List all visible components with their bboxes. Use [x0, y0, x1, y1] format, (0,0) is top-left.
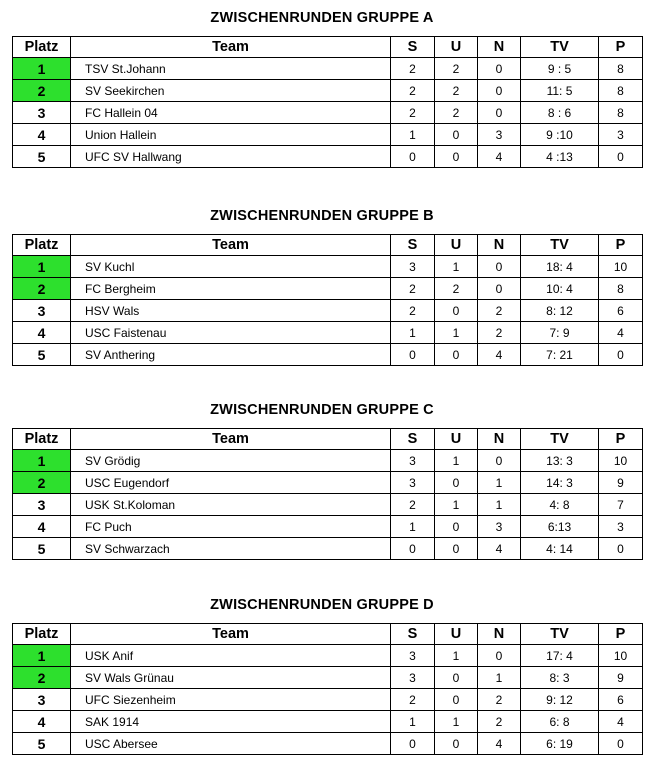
rank-cell: 4 — [13, 322, 71, 344]
table-row — [13, 689, 643, 711]
s-cell: 2 — [391, 300, 435, 322]
header-u: U — [435, 624, 478, 645]
rank-cell: 2 — [13, 472, 71, 494]
p-cell: 10 — [599, 450, 643, 472]
table-row — [13, 102, 643, 124]
team-name-cell: USK St.Koloman — [71, 494, 391, 516]
p-cell: 6 — [599, 300, 643, 322]
u-cell: 2 — [435, 278, 478, 300]
group-title: ZWISCHENRUNDEN GRUPPE A — [210, 10, 434, 26]
s-cell: 3 — [391, 450, 435, 472]
p-cell: 8 — [599, 278, 643, 300]
rank-cell: 4 — [13, 711, 71, 733]
u-cell: 1 — [435, 450, 478, 472]
header-team: Team — [71, 37, 391, 58]
s-cell: 2 — [391, 58, 435, 80]
table-row — [13, 80, 643, 102]
header-u: U — [435, 429, 478, 450]
team-name-cell: Union Hallein — [71, 124, 391, 146]
p-cell: 8 — [599, 102, 643, 124]
n-cell: 4 — [478, 538, 521, 560]
header-p: P — [599, 429, 643, 450]
u-cell: 0 — [435, 124, 478, 146]
team-name-cell: UFC Siezenheim — [71, 689, 391, 711]
header-tv: TV — [521, 624, 599, 645]
tv-cell: 9: 12 — [521, 689, 599, 711]
n-cell: 1 — [478, 494, 521, 516]
s-cell: 0 — [391, 344, 435, 366]
table-row — [13, 58, 643, 80]
s-cell: 1 — [391, 124, 435, 146]
u-cell: 2 — [435, 80, 478, 102]
table-row — [13, 733, 643, 755]
group-title: ZWISCHENRUNDEN GRUPPE C — [210, 402, 434, 418]
header-s: S — [391, 429, 435, 450]
team-name-cell: UFC SV Hallwang — [71, 146, 391, 168]
table-row — [13, 344, 643, 366]
tv-cell: 7: 9 — [521, 322, 599, 344]
group-d — [12, 595, 632, 755]
u-cell: 1 — [435, 711, 478, 733]
team-name-cell: TSV St.Johann — [71, 58, 391, 80]
p-cell: 4 — [599, 711, 643, 733]
table-header-row — [13, 429, 643, 450]
rank-cell: 5 — [13, 733, 71, 755]
p-cell: 7 — [599, 494, 643, 516]
n-cell: 2 — [478, 711, 521, 733]
table-row — [13, 472, 643, 494]
header-platz: Platz — [13, 37, 71, 58]
s-cell: 0 — [391, 538, 435, 560]
s-cell: 2 — [391, 102, 435, 124]
p-cell: 10 — [599, 256, 643, 278]
u-cell: 0 — [435, 344, 478, 366]
team-name-cell: USC Eugendorf — [71, 472, 391, 494]
s-cell: 1 — [391, 322, 435, 344]
s-cell: 0 — [391, 733, 435, 755]
team-name-cell: SV Wals Grünau — [71, 667, 391, 689]
n-cell: 3 — [478, 124, 521, 146]
rank-cell: 1 — [13, 256, 71, 278]
team-name-cell: SV Kuchl — [71, 256, 391, 278]
tv-cell: 6:13 — [521, 516, 599, 538]
rank-cell: 3 — [13, 689, 71, 711]
u-cell: 2 — [435, 58, 478, 80]
table-row — [13, 256, 643, 278]
team-name-cell: SAK 1914 — [71, 711, 391, 733]
header-platz: Platz — [13, 624, 71, 645]
n-cell: 0 — [478, 102, 521, 124]
s-cell: 3 — [391, 472, 435, 494]
tv-cell: 6: 8 — [521, 711, 599, 733]
p-cell: 9 — [599, 472, 643, 494]
s-cell: 2 — [391, 80, 435, 102]
s-cell: 3 — [391, 645, 435, 667]
header-team: Team — [71, 429, 391, 450]
n-cell: 1 — [478, 472, 521, 494]
header-tv: TV — [521, 235, 599, 256]
n-cell: 2 — [478, 322, 521, 344]
rank-cell: 2 — [13, 80, 71, 102]
tv-cell: 11: 5 — [521, 80, 599, 102]
team-name-cell: SV Seekirchen — [71, 80, 391, 102]
tv-cell: 4: 14 — [521, 538, 599, 560]
table-row — [13, 645, 643, 667]
s-cell: 2 — [391, 278, 435, 300]
table-row — [13, 494, 643, 516]
tv-cell: 8: 3 — [521, 667, 599, 689]
s-cell: 2 — [391, 689, 435, 711]
team-name-cell: USC Abersee — [71, 733, 391, 755]
n-cell: 0 — [478, 80, 521, 102]
u-cell: 1 — [435, 645, 478, 667]
u-cell: 0 — [435, 689, 478, 711]
n-cell: 4 — [478, 733, 521, 755]
group-a — [12, 8, 632, 168]
p-cell: 8 — [599, 58, 643, 80]
tv-cell: 14: 3 — [521, 472, 599, 494]
u-cell: 0 — [435, 472, 478, 494]
standings-table — [12, 623, 643, 755]
table-row — [13, 667, 643, 689]
n-cell: 0 — [478, 58, 521, 80]
n-cell: 1 — [478, 667, 521, 689]
u-cell: 2 — [435, 102, 478, 124]
header-p: P — [599, 624, 643, 645]
table-header-row — [13, 624, 643, 645]
s-cell: 3 — [391, 256, 435, 278]
header-platz: Platz — [13, 429, 71, 450]
tv-cell: 8: 12 — [521, 300, 599, 322]
header-n: N — [478, 429, 521, 450]
u-cell: 1 — [435, 256, 478, 278]
n-cell: 4 — [478, 344, 521, 366]
u-cell: 0 — [435, 516, 478, 538]
tv-cell: 18: 4 — [521, 256, 599, 278]
table-row — [13, 146, 643, 168]
rank-cell: 2 — [13, 278, 71, 300]
n-cell: 2 — [478, 689, 521, 711]
u-cell: 0 — [435, 146, 478, 168]
header-p: P — [599, 37, 643, 58]
n-cell: 0 — [478, 256, 521, 278]
table-row — [13, 711, 643, 733]
group-title: ZWISCHENRUNDEN GRUPPE B — [210, 208, 434, 224]
header-s: S — [391, 37, 435, 58]
header-n: N — [478, 37, 521, 58]
standings-table — [12, 428, 643, 560]
header-team: Team — [71, 235, 391, 256]
rank-cell: 3 — [13, 102, 71, 124]
u-cell: 0 — [435, 733, 478, 755]
header-team: Team — [71, 624, 391, 645]
tv-cell: 10: 4 — [521, 278, 599, 300]
team-name-cell: FC Bergheim — [71, 278, 391, 300]
rank-cell: 5 — [13, 146, 71, 168]
p-cell: 10 — [599, 645, 643, 667]
u-cell: 0 — [435, 538, 478, 560]
p-cell: 3 — [599, 516, 643, 538]
p-cell: 8 — [599, 80, 643, 102]
group-b — [12, 206, 632, 366]
u-cell: 1 — [435, 494, 478, 516]
p-cell: 6 — [599, 689, 643, 711]
n-cell: 0 — [478, 645, 521, 667]
p-cell: 3 — [599, 124, 643, 146]
rank-cell: 1 — [13, 450, 71, 472]
p-cell: 0 — [599, 146, 643, 168]
table-row — [13, 300, 643, 322]
rank-cell: 5 — [13, 538, 71, 560]
team-name-cell: SV Schwarzach — [71, 538, 391, 560]
n-cell: 3 — [478, 516, 521, 538]
table-row — [13, 450, 643, 472]
n-cell: 0 — [478, 278, 521, 300]
u-cell: 0 — [435, 300, 478, 322]
u-cell: 1 — [435, 322, 478, 344]
s-cell: 3 — [391, 667, 435, 689]
standings-table — [12, 36, 643, 168]
table-row — [13, 278, 643, 300]
table-header-row — [13, 235, 643, 256]
tv-cell: 4: 8 — [521, 494, 599, 516]
header-n: N — [478, 235, 521, 256]
table-header-row — [13, 37, 643, 58]
group-c — [12, 400, 632, 560]
p-cell: 4 — [599, 322, 643, 344]
rank-cell: 4 — [13, 516, 71, 538]
rank-cell: 1 — [13, 58, 71, 80]
table-row — [13, 124, 643, 146]
p-cell: 0 — [599, 344, 643, 366]
p-cell: 0 — [599, 538, 643, 560]
s-cell: 2 — [391, 494, 435, 516]
rank-cell: 5 — [13, 344, 71, 366]
tv-cell: 9 : 5 — [521, 58, 599, 80]
team-name-cell: USC Faistenau — [71, 322, 391, 344]
standings-table — [12, 234, 643, 366]
p-cell: 9 — [599, 667, 643, 689]
header-tv: TV — [521, 429, 599, 450]
rank-cell: 3 — [13, 300, 71, 322]
tv-cell: 17: 4 — [521, 645, 599, 667]
team-name-cell: SV Anthering — [71, 344, 391, 366]
rank-cell: 1 — [13, 645, 71, 667]
tv-cell: 4 :13 — [521, 146, 599, 168]
header-n: N — [478, 624, 521, 645]
u-cell: 0 — [435, 667, 478, 689]
header-platz: Platz — [13, 235, 71, 256]
n-cell: 0 — [478, 450, 521, 472]
table-row — [13, 322, 643, 344]
header-s: S — [391, 235, 435, 256]
team-name-cell: FC Puch — [71, 516, 391, 538]
header-s: S — [391, 624, 435, 645]
n-cell: 4 — [478, 146, 521, 168]
header-u: U — [435, 235, 478, 256]
s-cell: 1 — [391, 516, 435, 538]
table-row — [13, 516, 643, 538]
rank-cell: 2 — [13, 667, 71, 689]
tv-cell: 9 :10 — [521, 124, 599, 146]
team-name-cell: SV Grödig — [71, 450, 391, 472]
rank-cell: 4 — [13, 124, 71, 146]
tv-cell: 6: 19 — [521, 733, 599, 755]
team-name-cell: HSV Wals — [71, 300, 391, 322]
tv-cell: 13: 3 — [521, 450, 599, 472]
s-cell: 0 — [391, 146, 435, 168]
header-p: P — [599, 235, 643, 256]
rank-cell: 3 — [13, 494, 71, 516]
team-name-cell: FC Hallein 04 — [71, 102, 391, 124]
n-cell: 2 — [478, 300, 521, 322]
tv-cell: 7: 21 — [521, 344, 599, 366]
team-name-cell: USK Anif — [71, 645, 391, 667]
group-title: ZWISCHENRUNDEN GRUPPE D — [210, 597, 434, 613]
header-tv: TV — [521, 37, 599, 58]
header-u: U — [435, 37, 478, 58]
table-row — [13, 538, 643, 560]
s-cell: 1 — [391, 711, 435, 733]
p-cell: 0 — [599, 733, 643, 755]
tv-cell: 8 : 6 — [521, 102, 599, 124]
